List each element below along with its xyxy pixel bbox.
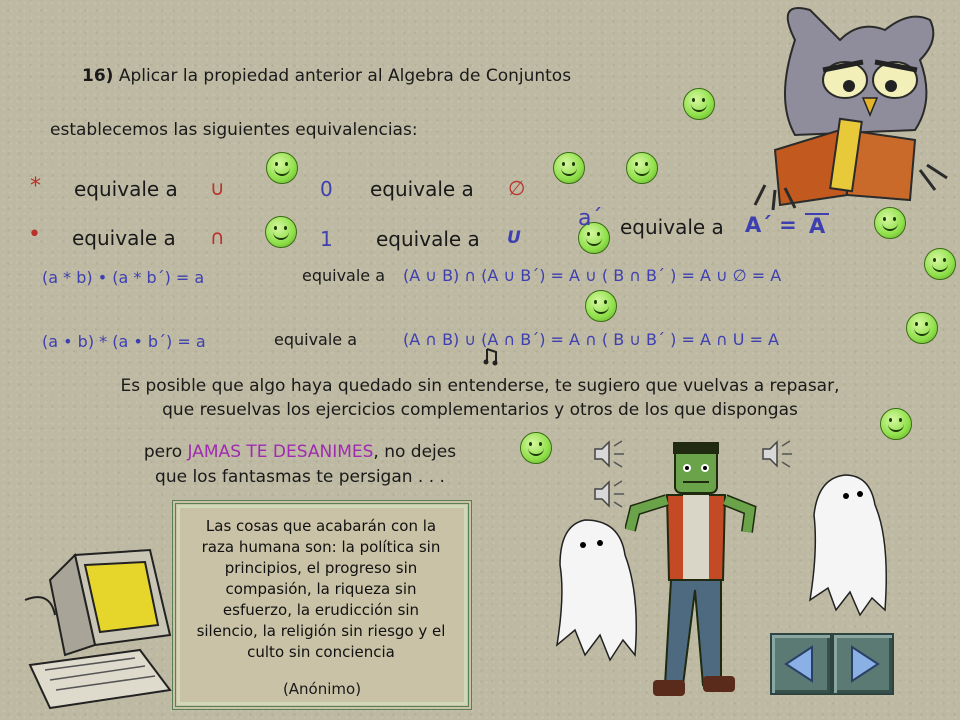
dot-operator: • (28, 222, 41, 247)
ghost-icon (545, 515, 645, 665)
quote-box (172, 500, 472, 710)
equiv-label: equivale a (72, 226, 176, 250)
zero-symbol: 0 (320, 177, 333, 201)
equiv-label: equivale a (376, 227, 480, 251)
equiv-label: equivale a (620, 215, 724, 239)
forward-arrow-icon (834, 635, 892, 693)
formula-row-2-equiv: equivale a (274, 330, 358, 349)
equiv-label: equivale a (370, 177, 474, 201)
union-symbol: ∪ (210, 176, 225, 200)
formula-row-2-left: (a • b) * (a • b´) = a (42, 332, 206, 351)
smiley-icon (906, 312, 938, 344)
speaker-icon[interactable] (760, 438, 794, 470)
smiley-icon (553, 152, 585, 184)
one-symbol: 1 (320, 227, 333, 251)
complement-bar-symbol: A (805, 213, 829, 237)
smiley-icon (626, 152, 658, 184)
smiley-icon (585, 290, 617, 322)
smiley-icon (266, 152, 298, 184)
music-note-icon (483, 347, 501, 367)
message-line-2: que resuelvas los ejercicios complementarios y otros de los que dispongas (162, 400, 798, 420)
empty-set-symbol: ∅ (508, 176, 526, 200)
message-line-4: que los fantasmas te persigan . . . (155, 467, 445, 487)
speaker-icon[interactable] (592, 478, 626, 510)
equivalence-row-1 (30, 174, 41, 199)
forward-button[interactable] (832, 633, 894, 695)
intersection-symbol: ∩ (210, 225, 225, 249)
monster-icon (625, 440, 760, 710)
back-button[interactable] (770, 633, 832, 695)
complement-label: A´ = (745, 213, 797, 237)
subtitle: establecemos las siguientes equivalencias: (50, 120, 418, 140)
message-line-1: Es posible que algo haya quedado sin entenderse, te sugiero que vuelvas a repasar, (120, 376, 840, 396)
emphasis-text: JAMAS TE DESANIMES (187, 442, 374, 462)
computer-icon (20, 540, 180, 715)
owl-reading-icon (735, 0, 960, 215)
quote-author: (Anónimo) (282, 680, 362, 698)
formula-row-1-left: (a * b) • (a * b´) = a (42, 268, 205, 287)
universe-symbol: U (507, 228, 521, 248)
smiley-icon (265, 216, 297, 248)
smiley-icon (683, 88, 715, 120)
quote-text: Las cosas que acabarán con la raza humana son: la política sin principios, el progreso sin compasión, la riqueza sin esfuerzo, la erudicción sin silencio, la religión sin riesgo y el culto sin conciencia (196, 517, 446, 661)
smiley-icon (924, 248, 956, 280)
message-line-3: pero JAMAS TE DESANIMES, no dejes (143, 442, 457, 462)
smiley-icon (874, 207, 906, 239)
ghost-icon (800, 470, 895, 620)
equiv-label: equivale a (74, 177, 178, 201)
formula-row-2-right: (A ∩ B) ∪ (A ∩ B´) = A ∩ ( B ∪ B´ ) = A ∩ U = A (403, 330, 779, 349)
speaker-icon[interactable] (592, 438, 626, 470)
formula-row-1-right: (A ∪ B) ∩ (A ∪ B´) = A ∪ ( B ∩ B´ ) = A ∪ ∅ = A (403, 266, 782, 285)
star-operator: * (30, 174, 41, 199)
back-arrow-icon (772, 635, 830, 693)
formula-row-1-equiv: equivale a (302, 266, 386, 285)
slide-title: 16) Aplicar la propiedad anterior al Algebra de Conjuntos (82, 66, 572, 86)
prime-symbol: a´ (578, 206, 603, 231)
